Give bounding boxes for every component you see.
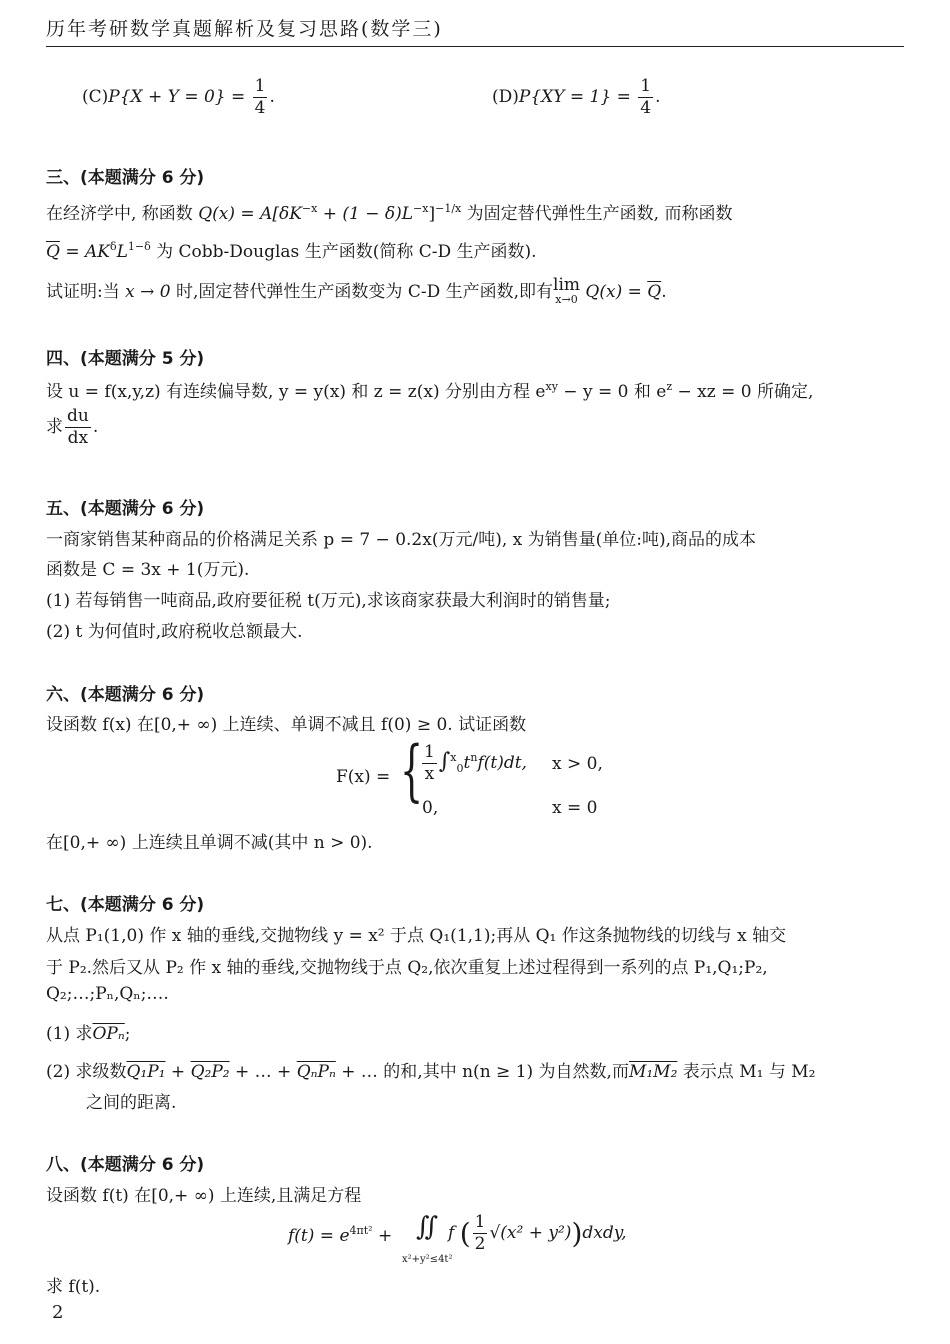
q3-limit [553,277,580,305]
q3-cd-formula: = AK [59,242,110,262]
running-header: 历年考研数学真题解析及复习思路(数学三) [46,18,443,40]
q7-heading: 七、(本题满分 6 分) [46,895,205,915]
q7-semicolon: ; [124,1024,131,1044]
q8-sqrt: √(x² + y²) [489,1223,572,1243]
q6-cond1: x > 0, [552,754,603,774]
q8-half [473,1214,488,1253]
option-c-fraction [253,78,268,117]
q3-formula-a: Q(x) = A[δK [198,204,302,224]
q3-sup-1-delta: 1−δ [127,240,151,253]
q6-int-lower: 0 [456,762,464,775]
q3-period: . [661,282,667,302]
q5-line4: (2) t 为何值时,政府税收总额最大. [46,622,303,642]
q7-term1: Q₁P₁ [126,1062,166,1082]
header-rule [46,46,904,47]
q7-term3: QₙPₙ [296,1062,336,1082]
option-d [492,78,904,117]
option-d-tail: . [655,87,661,107]
q4-derivative [65,408,91,447]
option-d-den: 4 [640,98,652,118]
q8-eq-right [448,1214,627,1253]
option-c-num: 1 [254,76,266,96]
q7-plus2: + … + [229,1062,297,1082]
q4-line1 [46,377,904,402]
q4-text-c: − xz = 0 所确定, [672,382,814,402]
q3-qx: Q(x) = [580,282,648,302]
q4-period: . [92,417,99,437]
q7-line5 [46,1057,904,1082]
q8-rparen: ) [571,1217,583,1250]
q3-heading: 三、(本题满分 6 分) [46,168,205,188]
q8-line2: 求 f(t). [46,1277,101,1297]
q5-line1: 一商家销售某种商品的价格满足关系 p = 7 − 0.2x(万元/吨), x 为销售量(单位:吨),商品的成本 [46,530,757,550]
q3-line1 [46,199,904,224]
q3-sup2: −x [413,202,429,215]
q4-ask: 求 [46,417,63,437]
q6-integrand: f(t)dt, [477,753,527,773]
q3-sup-delta: δ [109,240,117,253]
q3-qbar2: $\overline{Q}$ [647,282,662,302]
q6-n: n [470,751,478,764]
q3-formula-b: + (1 − δ)L [317,204,414,224]
q6-frac-num: 1 [424,742,435,762]
q7-op: $\overline{OP_n}$ [92,1024,125,1044]
option-c-den: 4 [254,98,266,118]
q6-line1: 设函数 f(x) 在[0,+ ∞) 上连续、单调不减且 f(0) ≥ 0. 试证函数 [46,715,527,735]
q4-text-a: 设 u = f(x,y,z) 有连续偏导数, y = y(x) 和 z = z(x) 分别由方程 e [46,382,546,402]
q8-line1: 设函数 f(t) 在[0,+ ∞) 上连续,且满足方程 [46,1186,362,1206]
q3-lim-under: x→0 [555,293,578,306]
q5-line3: (1) 若每销售一吨商品,政府要征税 t(万元),求该商家获最大利润时的销售量; [46,591,611,611]
q8-double-integral: ∬ [416,1212,439,1242]
q3-line2 [46,237,904,262]
q4-line2 [46,408,904,447]
q6-case2: 0, [422,798,439,818]
q8-half-den: 2 [474,1234,486,1254]
q6-lhs: F(x) = [336,767,391,787]
option-c-tail: . [269,87,275,107]
q7-term2: Q₂P₂ [190,1062,230,1082]
q8-exp: 4πt² [349,1224,373,1237]
option-d-num: 1 [640,76,652,96]
q3-text-b: 为固定替代弹性生产函数, 而称函数 [461,204,733,224]
q6-int-upper: x [450,751,457,764]
q8-plus: + [372,1226,393,1246]
q6-t: t [463,753,471,773]
q7-m1m2: M₁M₂ [628,1062,678,1082]
q5-heading: 五、(本题满分 6 分) [46,499,205,519]
q6-frac [422,744,437,783]
q5-line2: 函数是 C = 3x + 1(万元). [46,560,250,580]
q3-qbar: $\overline{Q}$ [46,242,60,262]
q7-line1: 从点 P₁(1,0) 作 x 轴的垂线,交抛物线 y = x² 于点 Q₁(1,1);再从 Q₁ 作这条抛物线的切线与 x 轴交 [46,926,787,946]
q6-brace: { [400,732,424,809]
q4-heading: 四、(本题满分 5 分) [46,349,205,369]
q6-cond2: x = 0 [552,798,598,818]
q3-line3 [46,277,904,305]
option-d-expr: P{XY = 1} = [518,87,631,107]
q7-line4 [46,1019,904,1044]
q3-text-a: 在经济学中, 称函数 [46,204,199,224]
q7-line2: 于 P₂.然后又从 P₂ 作 x 轴的垂线,交抛物线于点 Q₂,依次重复上述过程得到一系列的点 P₁,Q₁;P₂, [46,958,768,978]
page-number: 2 [52,1302,64,1323]
q4-du: du [67,406,89,426]
q3-text-e: 时,固定替代弹性生产函数变为 C-D 生产函数,即有 [170,282,554,302]
q3-sup1: −x [301,202,318,215]
q8-eq-left [288,1224,392,1246]
q8-dxdy: dxdy, [582,1223,627,1243]
option-d-label: (D) [492,87,519,107]
q3-text-c: 为 Cobb-Douglas 生产函数(简称 C-D 生产函数). [150,242,537,262]
q3-lim: lim [553,275,581,295]
q8-lparen: ( [459,1217,471,1250]
q4-sup-z: z [666,380,673,393]
q8-domain: x²+y²≤4t² [402,1254,453,1265]
q8-lhs: f(t) = e [288,1226,350,1246]
q7-line3: Q₂;…;Pₙ,Qₙ;…. [46,984,169,1004]
q6-line2: 在[0,+ ∞) 上连续且单调不减(其中 n > 0). [46,833,373,853]
q6-piecewise [336,732,656,824]
q7-plus1: + [165,1062,191,1082]
option-d-fraction [638,78,653,117]
q6-case1 [420,744,527,783]
q3-bracket: ] [428,204,436,224]
q4-sup-xy: xy [545,380,558,393]
q3-x-to-0: x → 0 [125,282,171,302]
q7-text-b: + … 的和,其中 n(n ≥ 1) 为自然数,而 [335,1062,629,1082]
q8-half-num: 1 [474,1212,486,1232]
option-c-expr: P{X + Y = 0} = [108,87,246,107]
q7-ask1: (1) 求 [46,1024,93,1044]
option-c-label: (C) [82,87,109,107]
q7-ask2: (2) 求级数 [46,1062,127,1082]
q3-sup3: −1/x [435,202,462,215]
q4-dx: dx [67,428,89,448]
q3-text-d: 试证明:当 [46,282,126,302]
q3-l: L [116,242,128,262]
q7-text-c: 表示点 M₁ 与 M₂ [677,1062,816,1082]
q8-f: f [448,1223,460,1243]
q6-heading: 六、(本题满分 6 分) [46,685,205,705]
q4-text-b: − y = 0 和 e [557,382,667,402]
q6-frac-den: x [424,764,435,784]
q8-equation [288,1212,688,1274]
q6-integral: ∫ [438,749,451,774]
q7-line6: 之间的距离. [86,1093,177,1113]
q8-heading: 八、(本题满分 6 分) [46,1155,205,1175]
